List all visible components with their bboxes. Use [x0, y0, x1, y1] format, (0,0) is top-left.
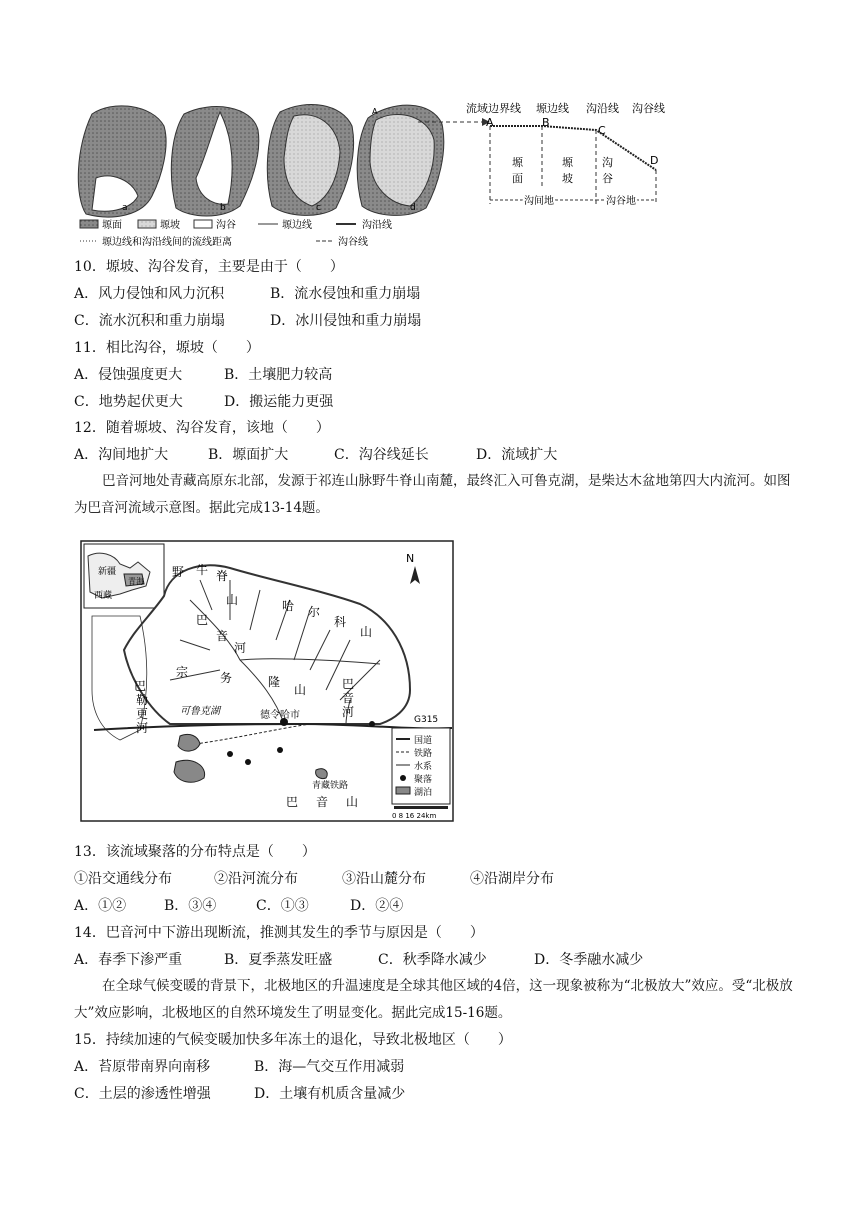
q13-option-d[interactable]: D．②④ [350, 898, 404, 914]
panel-label-a: a [122, 203, 128, 213]
panel-label-d: d [410, 203, 416, 213]
label-shan-4: 山 [346, 795, 359, 809]
profile-label-gougu: 沟谷线 [632, 102, 665, 115]
legend-railway: 铁路 [414, 749, 433, 759]
label-ye: 野 [172, 565, 185, 579]
point-a-label: A [372, 107, 378, 116]
profile-point-c: C [598, 124, 606, 137]
label-shan-3: 山 [294, 683, 307, 697]
label-ke: 科 [334, 615, 347, 629]
q10-option-c[interactable]: C．流水沉积和重力崩塌 [74, 313, 225, 329]
question-11-stem: 11．相比沟谷，塬坡（ ） [74, 340, 260, 356]
legend-national-road: 国道 [414, 736, 433, 746]
legend-yuanbianxian: 塬边线 [282, 220, 312, 231]
q11-option-a[interactable]: A．侵蚀强度更大 [74, 367, 183, 383]
inset-xinjiang: 新疆 [98, 567, 117, 577]
legend-settlement: 聚落 [414, 775, 433, 785]
q12-option-d[interactable]: D．流域扩大 [476, 447, 558, 463]
settlement-dot-icon [400, 775, 406, 781]
label-delingha-city: 德令哈市 [260, 710, 300, 721]
bayin-river-map [80, 540, 454, 822]
question-13-stem: 13．该流域聚落的分布特点是（ ） [74, 844, 316, 860]
legend-gougu: 沟谷 [216, 220, 236, 231]
q13-item-1: ①沿交通线分布 [74, 871, 172, 887]
profile-point-b: B [542, 116, 550, 129]
panel-c [267, 104, 353, 215]
zone-yuanmian-2: 面 [512, 172, 523, 185]
q13-item-2: ②沿河流分布 [214, 871, 298, 887]
profile-point-d: D [650, 154, 659, 167]
svg-text:0 8 16 24km: 0 8 16 24km [392, 812, 437, 820]
label-ba-1: 巴 [196, 613, 209, 627]
q15-option-d[interactable]: D．土壤有机质含量减少 [254, 1086, 406, 1102]
profile-label-yuanbian: 塬边线 [536, 102, 569, 115]
legend-liuxian-distance: 塬边线和沟沿线间的流线距离 [102, 237, 232, 248]
q12-option-a[interactable]: A．沟间地扩大 [74, 447, 169, 463]
zone-gougu-1: 沟 [602, 156, 613, 169]
label-er: 尔 [308, 605, 321, 619]
zone-yuanpo-1: 塬 [562, 156, 573, 169]
landform-figure [72, 96, 712, 252]
profile-point-a: A [486, 116, 494, 129]
q15-option-c[interactable]: C．土层的渗透性增强 [74, 1086, 211, 1102]
label-he-2: 河 [136, 721, 149, 735]
label-zong: 宗 [176, 665, 189, 679]
figure1-legend [80, 218, 392, 248]
legend-water-system: 水系 [414, 762, 433, 772]
label-he-1: 河 [234, 641, 247, 655]
question-10-stem: 10．塬坡、沟谷发育，主要是由于（ ） [74, 259, 344, 275]
q13-item-4: ④沿湖岸分布 [470, 871, 554, 887]
map-legend [392, 728, 450, 804]
q12-option-b[interactable]: B．塬面扩大 [208, 447, 289, 463]
label-geng: 更 [136, 707, 149, 721]
q15-option-a[interactable]: A．苔原带南界向南移 [74, 1059, 211, 1075]
label-shan-2: 山 [360, 625, 373, 639]
legend-lake: 湖泊 [414, 788, 433, 798]
label-qingzang-railway: 青藏铁路 [312, 781, 349, 791]
label-yin-3: 音 [342, 691, 355, 705]
legend-yuanpo: 塬坡 [160, 220, 180, 231]
label-le: 勒 [136, 693, 149, 707]
legend-yuanmian: 塬面 [102, 220, 122, 231]
panel-a [78, 106, 166, 217]
svg-text:N: N [406, 552, 415, 565]
label-ji: 脊 [216, 569, 229, 583]
q10-option-b[interactable]: B．流水侵蚀和重力崩塌 [270, 286, 421, 302]
legend-gouyanxian: 沟沿线 [362, 220, 392, 231]
zone-yuanmian-1: 塬 [512, 156, 523, 169]
lake-east [316, 769, 328, 779]
profile-gou-gu-di: 沟谷地 [606, 196, 636, 207]
zone-gougu-2: 谷 [602, 172, 613, 185]
label-wu: 务 [220, 671, 233, 685]
question-12-stem: 12．随着塬坡、沟谷发育，该地（ ） [74, 420, 330, 436]
passage-arctic-amplification: 在全球气候变暖的背景下，北极地区的升温速度是全球其他区域的4倍，这一现象被称为“北极放大”效应。受“北极放大”效应影响，北极地区的自然环境发生了明显变化。据此完成15-16题。 [74, 978, 793, 1021]
label-yin-1: 音 [216, 629, 229, 643]
zone-yuanpo-2: 坡 [562, 172, 573, 185]
label-ba-2: 巴 [134, 679, 147, 693]
profile-label-gouyan: 沟沿线 [586, 102, 619, 115]
q15-option-b[interactable]: B．海—气交互作用减弱 [254, 1059, 405, 1075]
label-shan-1: 山 [226, 593, 239, 607]
q11-option-d[interactable]: D．搬运能力更强 [224, 394, 334, 410]
label-ba-4: 巴 [286, 795, 299, 809]
panel-b [171, 107, 258, 216]
panel-label-c: c [316, 203, 321, 213]
inset-qinghai: 青海 [128, 577, 144, 586]
label-he-3: 河 [342, 705, 355, 719]
q10-option-a[interactable]: A．风力侵蚀和风力沉积 [74, 286, 225, 302]
q13-item-3: ③沿山麓分布 [342, 871, 426, 887]
label-niu: 牛 [196, 563, 209, 577]
q14-option-a[interactable]: A．春季下渗严重 [74, 952, 183, 968]
q14-option-c[interactable]: C．秋季降水减少 [378, 952, 487, 968]
legend-gouguxian: 沟谷线 [338, 237, 368, 248]
q14-option-b[interactable]: B．夏季蒸发旺盛 [224, 952, 333, 968]
q10-option-d[interactable]: D．冰川侵蚀和重力崩塌 [270, 313, 422, 329]
q11-option-b[interactable]: B．土壤肥力较高 [224, 367, 333, 383]
q12-option-c[interactable]: C．沟谷线延长 [334, 447, 429, 463]
q13-option-c[interactable]: C．①③ [256, 898, 309, 914]
label-yin-4: 音 [316, 795, 329, 809]
q13-option-a[interactable]: A．①② [74, 898, 127, 914]
q13-option-b[interactable]: B．③④ [164, 898, 217, 914]
profile-label-boundary: 流域边界线 [466, 102, 521, 115]
profile-gou-jian-di: 沟间地 [524, 196, 554, 207]
label-g315: G315 [414, 715, 439, 725]
q11-option-c[interactable]: C．地势起伏更大 [74, 394, 183, 410]
inset-map [84, 544, 164, 608]
label-ba-3: 巴 [342, 677, 355, 691]
profile-diagram [466, 101, 665, 207]
passage-bayin-river: 巴音河地处青藏高原东北部，发源于祁连山脉野牛脊山南麓，最终汇入可鲁克湖，是柴达木盆地第四大内流河。如图为巴音河流域示意图。据此完成13-14题。 [74, 473, 791, 516]
question-14-stem: 14．巴音河中下游出现断流，推测其发生的季节与原因是（ ） [74, 925, 484, 941]
inset-xizang: 西藏 [94, 591, 113, 601]
label-ha: 哈 [282, 599, 295, 613]
panel-label-b: b [220, 203, 226, 213]
label-keluke-lake: 可鲁克湖 [180, 706, 220, 717]
question-15-stem: 15．持续加速的气候变暖加快多年冻土的退化，导致北极地区（ ） [74, 1032, 512, 1048]
panel-d [357, 105, 444, 215]
label-long: 隆 [268, 675, 281, 689]
q14-option-d[interactable]: D．冬季融水减少 [534, 952, 644, 968]
